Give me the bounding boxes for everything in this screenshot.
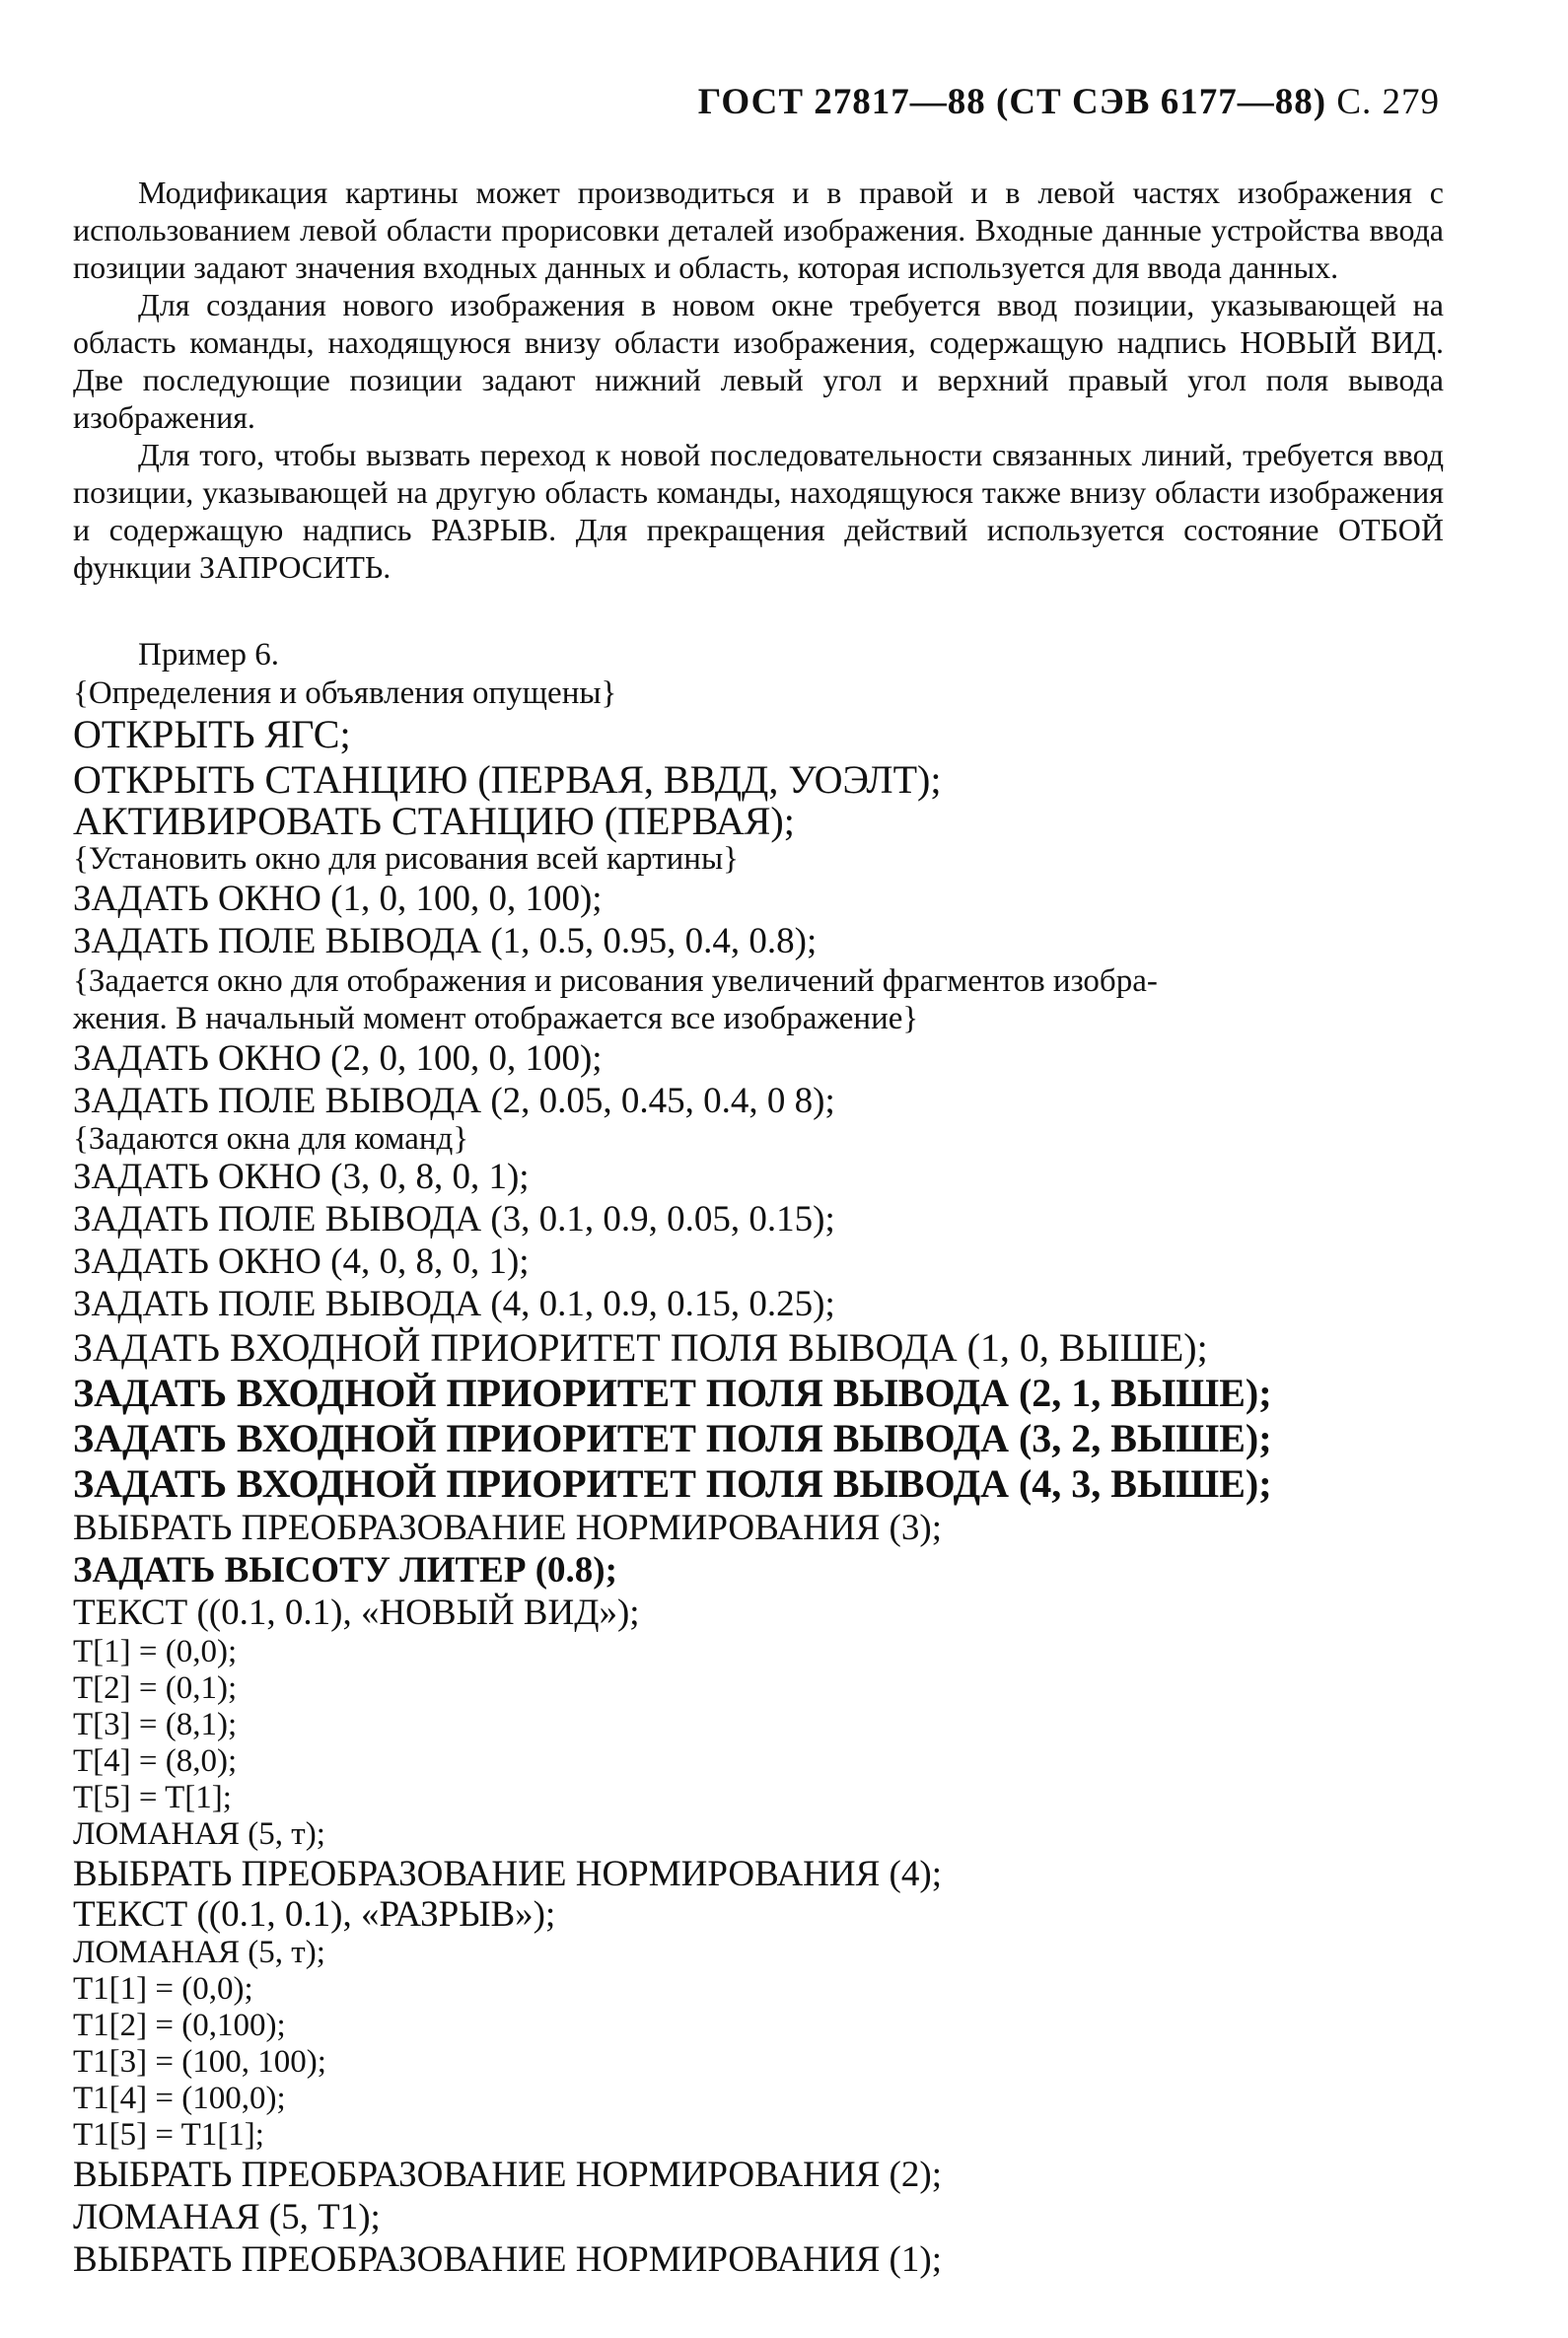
code-line: T[3] = (8,1); bbox=[73, 1707, 238, 1742]
page-header bbox=[698, 81, 1440, 123]
code-line: ОТКРЫТЬ ЯГС; bbox=[73, 712, 351, 756]
code-line: ТЕКСТ ((0.1, 0.1), «НОВЫЙ ВИД»); bbox=[73, 1593, 640, 1633]
paragraph: Для того, чтобы вызвать переход к новой последовательности связанных линий, требуется ввод позиции, указывающей на другую область команды, находящуюся также внизу области изображения и содержащую надпись РАЗРЫВ. Для прекращения действий используется состояние ОТБОЙ функции ЗАПРОСИТЬ. bbox=[73, 437, 1444, 585]
code-line: T1[4] = (100,0); bbox=[73, 2081, 286, 2116]
page-number: С. 279 bbox=[1336, 82, 1440, 122]
code-line: ЗАДАТЬ ПОЛЕ ВЫВОДА (4, 0.1, 0.9, 0.15, 0.25); bbox=[73, 1284, 835, 1324]
code-line: ЗАДАТЬ ПОЛЕ ВЫВОДА (1, 0.5, 0.95, 0.4, 0.8); bbox=[73, 921, 818, 961]
code-line: T[2] = (0,1); bbox=[73, 1670, 238, 1706]
code-line: ЗАДАТЬ ВХОДНОЙ ПРИОРИТЕТ ПОЛЯ ВЫВОДА (2, 1, ВЫШЕ); bbox=[73, 1371, 1272, 1415]
code-comment: {Установить окно для рисования всей картины} bbox=[73, 841, 739, 877]
code-line: ЛОМАНАЯ (5, т); bbox=[73, 1816, 325, 1852]
code-line: ЗАДАТЬ ВХОДНОЙ ПРИОРИТЕТ ПОЛЯ ВЫВОДА (1, 0, ВЫШЕ); bbox=[73, 1325, 1208, 1370]
code-line: T1[3] = (100, 100); bbox=[73, 2044, 326, 2080]
code-listing bbox=[73, 635, 1473, 2281]
code-line: T1[5] = T1[1]; bbox=[73, 2117, 264, 2153]
code-line: АКТИВИРОВАТЬ СТАНЦИЮ (ПЕРВАЯ); bbox=[73, 799, 795, 843]
code-line: ВЫБРАТЬ ПРЕОБРАЗОВАНИЕ НОРМИРОВАНИЯ (1); bbox=[73, 2239, 942, 2280]
code-line: ЗАДАТЬ ОКНО (4, 0, 8, 0, 1); bbox=[73, 1241, 530, 1282]
code-line: ЗАДАТЬ ВХОДНОЙ ПРИОРИТЕТ ПОЛЯ ВЫВОДА (4, 3, ВЫШЕ); bbox=[73, 1461, 1272, 1506]
standard-designation: ГОСТ 27817—88 (СТ СЭВ 6177—88) bbox=[697, 82, 1327, 122]
code-line: T1[1] = (0,0); bbox=[73, 1971, 253, 2007]
paragraph: Модификация картины может производиться и в правой и в левой частях изображения с использованием левой области прорисовки деталей изображения. Входные данные устройства ввода позиции задают значения входных данных и область, которая используется для ввода данных. bbox=[73, 175, 1444, 285]
code-line: ТЕКСТ ((0.1, 0.1), «РАЗРЫВ»); bbox=[73, 1894, 556, 1935]
code-line: T[1] = (0,0); bbox=[73, 1634, 238, 1669]
code-comment: {Определения и объявления опущены} bbox=[73, 675, 617, 711]
code-line: ЛОМАНАЯ (5, T1); bbox=[73, 2197, 381, 2237]
code-line: ВЫБРАТЬ ПРЕОБРАЗОВАНИЕ НОРМИРОВАНИЯ (2); bbox=[73, 2155, 942, 2195]
code-line: ЗАДАТЬ ВХОДНОЙ ПРИОРИТЕТ ПОЛЯ ВЫВОДА (3, 2, ВЫШЕ); bbox=[73, 1416, 1272, 1460]
code-comment: жения. В начальный момент отображается все изображение} bbox=[73, 1001, 919, 1036]
code-comment: {Задаются окна для команд} bbox=[73, 1121, 469, 1157]
code-line: ОТКРЫТЬ СТАНЦИЮ (ПЕРВАЯ, ВВДД, УОЭЛТ); bbox=[73, 757, 942, 802]
code-line: ВЫБРАТЬ ПРЕОБРАЗОВАНИЕ НОРМИРОВАНИЯ (3); bbox=[73, 1508, 942, 1548]
body-text bbox=[73, 174, 1444, 586]
code-line: ЗАДАТЬ ВЫСОТУ ЛИТЕР (0.8); bbox=[73, 1550, 617, 1591]
example-label: Пример 6. bbox=[138, 637, 280, 673]
code-line: T[5] = T[1]; bbox=[73, 1780, 232, 1815]
code-line: T[4] = (8,0); bbox=[73, 1743, 238, 1779]
code-line: ЗАДАТЬ ПОЛЕ ВЫВОДА (3, 0.1, 0.9, 0.05, 0.15); bbox=[73, 1199, 835, 1240]
code-line: ЗАДАТЬ ОКНО (1, 0, 100, 0, 100); bbox=[73, 879, 603, 919]
code-line: ЗАДАТЬ ОКНО (3, 0, 8, 0, 1); bbox=[73, 1157, 530, 1197]
code-line: ВЫБРАТЬ ПРЕОБРАЗОВАНИЕ НОРМИРОВАНИЯ (4); bbox=[73, 1854, 942, 1894]
code-line: ЛОМАНАЯ (5, т); bbox=[73, 1935, 325, 1970]
code-comment: {Задается окно для отображения и рисования увеличений фрагментов изобра- bbox=[73, 963, 1158, 999]
code-line: ЗАДАТЬ ОКНО (2, 0, 100, 0, 100); bbox=[73, 1038, 603, 1079]
paragraph: Для создания нового изображения в новом окне требуется ввод позиции, указывающей на область команды, находящуюся внизу области изображения, содержащую надпись НОВЫЙ ВИД. Две последующие позиции задают нижний левый угол и верхний правый угол поля вывода изображения. bbox=[73, 287, 1444, 435]
code-line: T1[2] = (0,100); bbox=[73, 2008, 286, 2043]
code-line: ЗАДАТЬ ПОЛЕ ВЫВОДА (2, 0.05, 0.45, 0.4, 0 8); bbox=[73, 1081, 835, 1121]
